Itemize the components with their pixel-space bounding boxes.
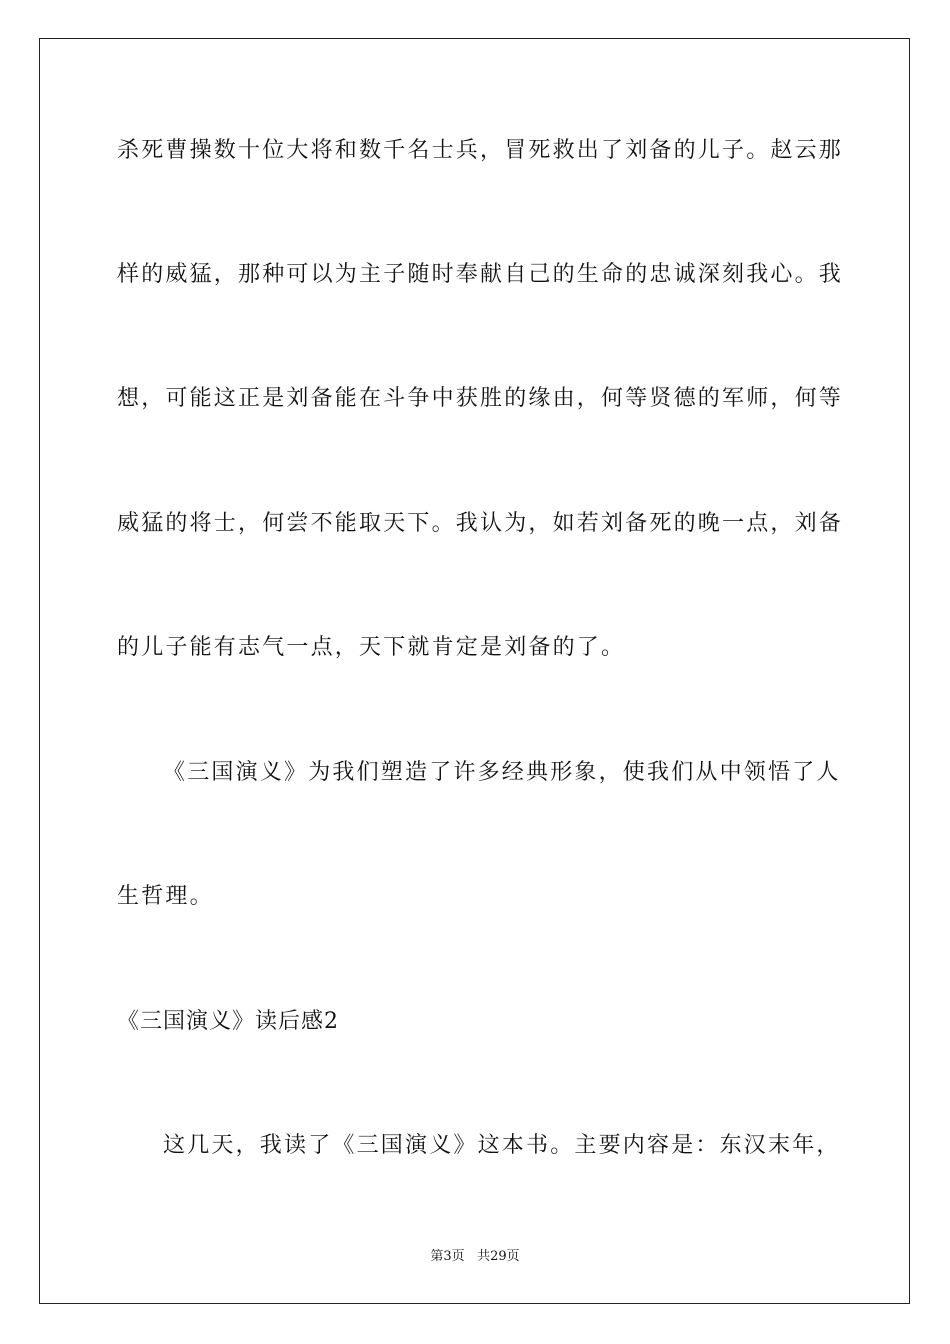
total-pages: 共29页: [477, 1249, 520, 1264]
body-text-line-8: 这几天，我读了《三国演义》这本书。主要内容是：东汉末年，: [163, 1133, 841, 1158]
page-number: 第3页: [430, 1249, 465, 1264]
body-text-line-1: 杀死曹操数十位大将和数千名士兵，冒死救出了刘备的儿子。赵云那: [117, 138, 844, 163]
body-text-line-7: 生哲理。: [117, 884, 214, 909]
body-text-line-5: 的儿子能有志气一点，天下就肯定是刘备的了。: [117, 635, 626, 660]
page-footer: [0, 1249, 950, 1265]
section-heading: 《三国演义》读后感2: [117, 1009, 339, 1034]
footer-separator: [465, 1249, 477, 1264]
body-text-line-6: 《三国演义》为我们塑造了许多经典形象，使我们从中领悟了人: [163, 760, 841, 785]
body-text-line-2: 样的威猛，那种可以为主子随时奉献自己的生命的忠诚深刻我心。我: [117, 262, 844, 287]
body-text-line-3: 想，可能这正是刘备能在斗争中获胜的缘由，何等贤德的军师，何等: [117, 386, 844, 411]
body-text-line-4: 威猛的将士，何尝不能取天下。我认为，如若刘备死的晚一点，刘备: [117, 511, 844, 536]
page-border: [39, 38, 910, 1304]
